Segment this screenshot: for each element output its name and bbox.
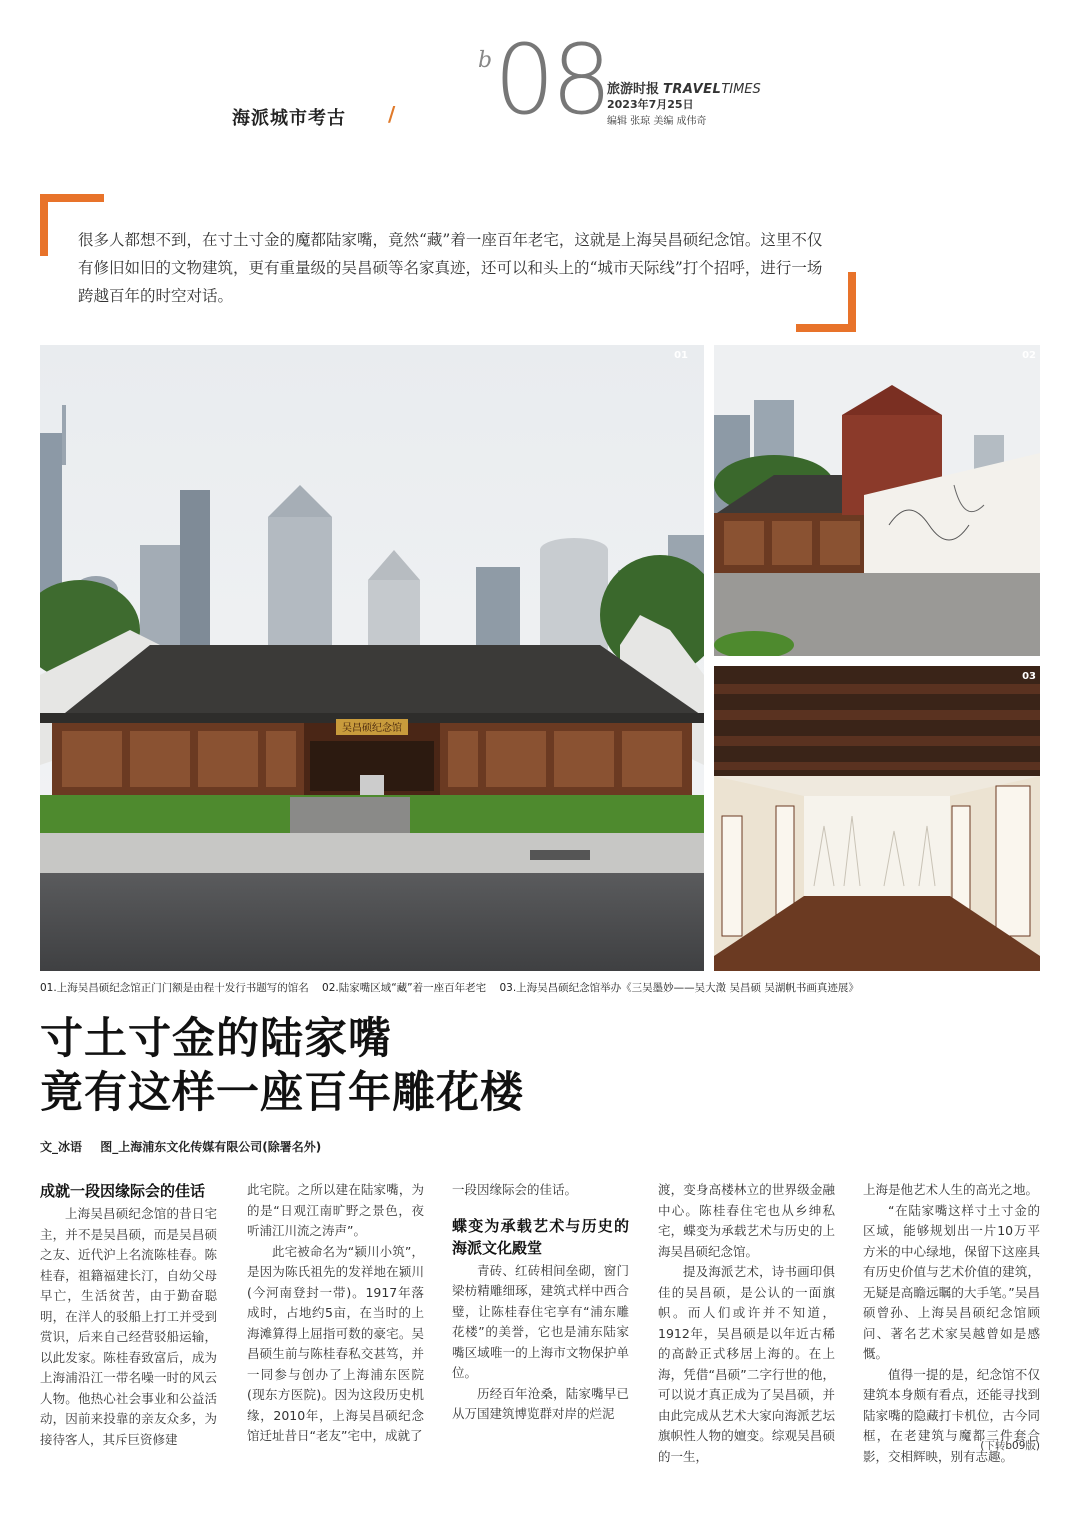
- section-title: 海派城市考古: [232, 108, 346, 129]
- body-column-1: [40, 1180, 217, 1450]
- paragraph: 一段因缘际会的佳话。: [452, 1182, 578, 1197]
- paragraph: 此宅被命名为“颍川小筑”，是因为陈氏祖先的发祥地在颍川(今河南登封一带)。1917年落成时，占地约5亩，在当时的上海滩算得上屈指可数的豪宅。吴昌硕生前与陈桂春私交甚笃，并一同参与创办了上海浦东医院(现东方医院)。因为这段历史机缘，2010年，上海吴昌硕纪念馆迁址昔日“老友”宅中，成就了: [247, 1243, 424, 1443]
- headline-line-1: 寸土寸金的陆家嘴: [40, 1014, 392, 1064]
- photo1-number: 01: [674, 350, 688, 361]
- photo-museum-exterior: [40, 345, 704, 971]
- newspaper-name-en: TIMES: [721, 82, 761, 97]
- body-column-4: [658, 1180, 835, 1467]
- newspaper-name-en-bold: TRAVEL: [663, 82, 722, 97]
- issue-date: 2023年7月25日: [607, 98, 694, 111]
- continued-note: (下转b09版): [980, 1440, 1040, 1452]
- paragraph: 此宅院。之所以建在陆家嘴，为的是“日观江南旷野之景色，夜听浦江川流之涛声”。: [247, 1182, 424, 1238]
- paragraph: 提及海派艺术，诗书画印俱佳的吴昌硕，是公认的一面旗帜。而人们或许并不知道，1912年，吴昌硕是以年近古稀的高龄正式移居上海的。在上海，凭借“昌硕”二字行世的他，可以说才真正成为了吴昌硕，并由此完成从艺术大家向海派艺坛旗帜性人物的嬗变。综观吴昌硕的一生，: [658, 1264, 835, 1464]
- body-column-2: [247, 1180, 424, 1447]
- byline-photo-credit: 图_上海浦东文化传媒有限公司(除署名外): [100, 1140, 322, 1154]
- editors: 编辑 张琼 美编 成伟奇: [607, 116, 707, 127]
- caption-3: 03.上海吴昌硕纪念馆举办《三吴墨妙——吴大澂 吴昌硕 吴湖帆书画真迹展》: [499, 982, 859, 994]
- photo1-plaque-text: 吴昌硕纪念馆: [342, 723, 402, 734]
- photo-exhibition-hall-image: [714, 666, 1040, 971]
- paragraph: “在陆家嘴这样寸土寸金的区域，能够规划出一片10万平方米的中心绿地，保留下这座具有历史价值与艺术价值的建筑，无疑是高瞻远瞩的大手笔。”吴昌硕曾孙、上海吴昌硕纪念馆顾问、著名艺术家吴越曾如是感慨。: [863, 1202, 1040, 1361]
- body-column-3: [452, 1180, 629, 1425]
- subhead-2: 蝶变为承载艺术与历史的海派文化殿堂: [452, 1216, 629, 1257]
- paragraph: 上海是他艺术人生的高光之地。: [863, 1182, 1039, 1197]
- intro-paragraph: 很多人都想不到，在寸土寸金的魔都陆家嘴，竟然“藏”着一座百年老宅，这就是上海吴昌硕纪念馆。这里不仅有修旧如旧的文物建筑，更有重量级的吴昌硕等名家真迹，还可以和头上的“城市天际线”打个招呼，进行一场跨越百年的时空对话。: [78, 231, 823, 305]
- page-prefix: b: [478, 48, 493, 73]
- caption-1: 01.上海吴昌硕纪念馆正门门额是由程十发行书题写的馆名: [40, 982, 309, 994]
- paragraph: 历经百年沧桑，陆家嘴早已从万国建筑博览群对岸的烂泥: [452, 1385, 629, 1421]
- photo-courtyard-image: [714, 345, 1040, 656]
- photo-exhibition-hall: [714, 666, 1040, 971]
- photo-museum-exterior-image: [40, 345, 704, 971]
- byline: [40, 1138, 335, 1155]
- photo-courtyard: [714, 345, 1040, 656]
- photo2-number: 02: [1022, 350, 1036, 361]
- photo3-number: 03: [1022, 671, 1036, 682]
- section-slash: /: [388, 102, 396, 126]
- newspaper-name-cn: 旅游时报: [607, 82, 660, 97]
- paragraph: 值得一提的是，纪念馆不仅建筑本身颇有看点，还能寻找到陆家嘴的隐藏打卡机位，古今同框，在老建筑与魔都三件套合影，交相辉映，别有志趣。: [863, 1366, 1040, 1464]
- photo-captions: [40, 980, 1040, 995]
- newspaper-name: [607, 78, 761, 97]
- caption-2: 02.陆家嘴区域“藏”着一座百年老宅: [322, 982, 487, 994]
- page-number: 08: [494, 24, 609, 136]
- byline-author: 文_冰语: [40, 1140, 83, 1154]
- paragraph: 渡，变身高楼林立的世界级金融中心。陈桂春住宅也从乡绅私宅，蝶变为承载艺术与历史的上海吴昌硕纪念馆。: [658, 1182, 835, 1259]
- headline: [40, 1012, 524, 1120]
- headline-line-2: 竟有这样一座百年雕花楼: [40, 1068, 524, 1118]
- subhead-1: 成就一段因缘际会的佳话: [40, 1182, 206, 1200]
- body-column-5: [863, 1180, 1040, 1467]
- paragraph: 青砖、红砖相间垒砌，窗门梁枋精雕细琢，建筑式样中西合璧，让陈桂春住宅享有“浦东雕花楼”的美誉，它也是浦东陆家嘴区域唯一的上海市文物保护单位。: [452, 1262, 629, 1380]
- paragraph: 上海吴昌硕纪念馆的昔日宅主，并不是吴昌硕，而是吴昌硕之友、近代沪上名流陈桂春。陈桂春，祖籍福建长汀，自幼父母早亡，生活贫苦，由于勤奋聪明，在洋人的驳船上打工并受到赏识，后来自己经营驳船运输，以此发家。陈桂春致富后，成为上海浦沿江一带名噪一时的风云人物。他热心社会事业和公益活动，因前来投靠的亲友众多，为接待客人，其斥巨资修建: [40, 1206, 217, 1447]
